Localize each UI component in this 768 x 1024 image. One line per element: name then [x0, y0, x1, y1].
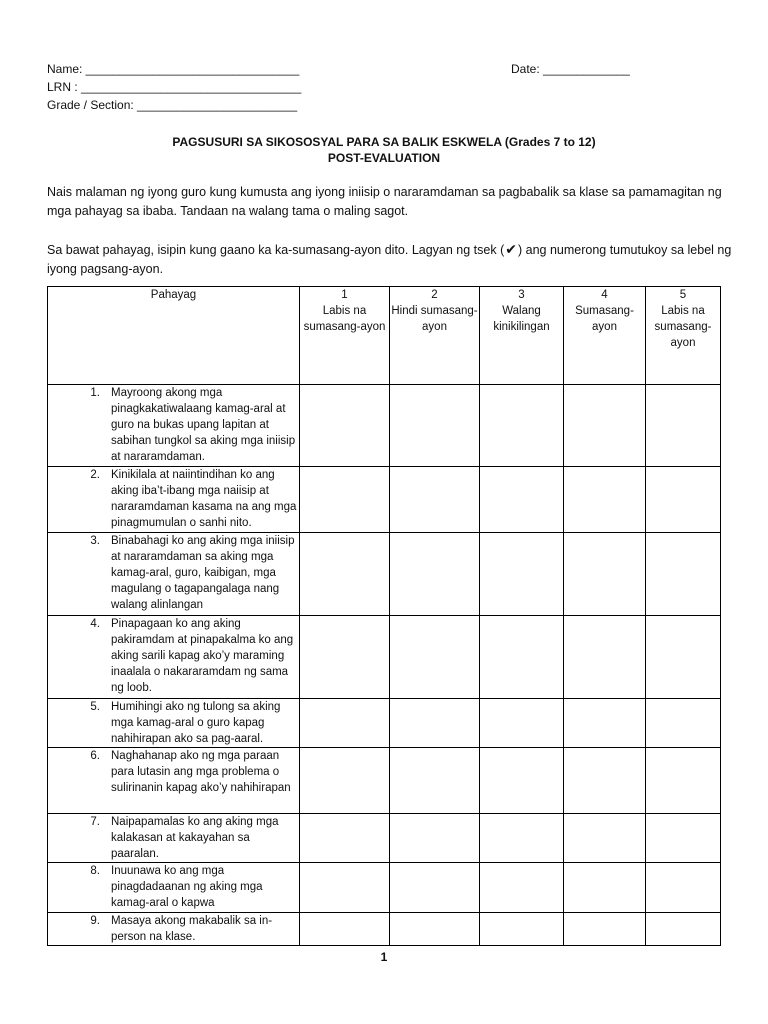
table-row — [48, 616, 721, 699]
table-row — [48, 748, 721, 814]
scale-label: Walang kinikilingan — [493, 305, 550, 333]
rating-cell-1[interactable] — [300, 863, 390, 913]
statement-number: 4. — [90, 618, 100, 630]
rating-cell-4[interactable] — [564, 748, 646, 814]
rating-cell-2[interactable] — [390, 699, 480, 748]
rating-cell-5[interactable] — [646, 616, 721, 699]
rating-cell-4[interactable] — [564, 913, 646, 946]
rating-cell-1[interactable] — [300, 699, 390, 748]
statement-cell — [48, 533, 300, 616]
rating-cell-3[interactable] — [480, 699, 564, 748]
checkmark-icon: ✔ — [505, 241, 517, 257]
form-title: PAGSUSURI SA SIKOSOSYAL PARA SA BALIK ESKWELA (Grades 7 to 12) — [172, 135, 596, 149]
statement-cell — [48, 699, 300, 748]
statement-number: 5. — [90, 701, 100, 713]
scale-label: Sumasang-ayon — [575, 305, 634, 333]
rating-cell-5[interactable] — [646, 385, 721, 467]
rating-cell-2[interactable] — [390, 533, 480, 616]
statement-cell — [48, 467, 300, 533]
rating-cell-2[interactable] — [390, 913, 480, 946]
statement-text: Humihingi ako ng tulong sa aking mga kamag-aral o guro kapag nahihirapan ako sa pag-aaral. — [111, 701, 281, 745]
page-number: 1 — [380, 950, 388, 964]
statement-text: Masaya akong makabalik sa in-person na klase. — [111, 915, 273, 943]
rating-cell-3[interactable] — [480, 616, 564, 699]
rating-cell-5[interactable] — [646, 748, 721, 814]
rating-cell-1[interactable] — [300, 814, 390, 863]
scale-header-1 — [300, 287, 390, 385]
rating-cell-5[interactable] — [646, 913, 721, 946]
statement-number: 2. — [90, 469, 100, 481]
rating-cell-2[interactable] — [390, 863, 480, 913]
statement-number: 1. — [90, 387, 100, 399]
rating-cell-2[interactable] — [390, 748, 480, 814]
statement-text: Inuunawa ko ang mga pinagdadaanan ng aking mga kamag-aral o kapwa — [111, 865, 263, 909]
rating-cell-5[interactable] — [646, 863, 721, 913]
rating-cell-3[interactable] — [480, 467, 564, 533]
scale-header-3 — [480, 287, 564, 385]
statement-column-header: Pahayag — [48, 287, 300, 385]
rating-cell-3[interactable] — [480, 748, 564, 814]
table-row — [48, 814, 721, 863]
rating-cell-2[interactable] — [390, 385, 480, 467]
grade-section-field-label[interactable]: Grade / Section: ________________________ — [47, 98, 298, 112]
rating-cell-4[interactable] — [564, 467, 646, 533]
statement-number: 7. — [90, 816, 100, 828]
table-row — [48, 913, 721, 946]
instructions-paragraph-1: Nais malaman ng iyong guro kung kumusta ang iyong iniisip o nararamdaman sa pagbabalik sa klase sa pamamagitan ng mga pahayag sa ibaba. Tandaan na walang tama o maling sagot. — [47, 185, 722, 218]
scale-header-4 — [564, 287, 646, 385]
table-row — [48, 699, 721, 748]
statement-number: 6. — [90, 750, 100, 762]
rating-cell-1[interactable] — [300, 533, 390, 616]
scale-label: Labis na sumasang-ayon — [303, 305, 386, 333]
table-row — [48, 385, 721, 467]
rating-cell-1[interactable] — [300, 385, 390, 467]
statement-number: 8. — [90, 865, 100, 877]
rating-cell-1[interactable] — [300, 913, 390, 946]
rating-cell-3[interactable] — [480, 913, 564, 946]
rating-cell-3[interactable] — [480, 814, 564, 863]
rating-cell-3[interactable] — [480, 385, 564, 467]
scale-label: Labis na sumasang-ayon — [654, 305, 712, 349]
statement-cell — [48, 385, 300, 467]
statement-cell — [48, 748, 300, 814]
scale-header-5 — [646, 287, 721, 385]
statement-number: 9. — [90, 915, 100, 927]
rating-cell-1[interactable] — [300, 467, 390, 533]
rating-cell-4[interactable] — [564, 863, 646, 913]
statement-cell — [48, 863, 300, 913]
rating-cell-2[interactable] — [390, 616, 480, 699]
instructions-text-before: Sa bawat pahayag, isipin kung gaano ka ka-sumasang-ayon dito. Lagyan ng tsek ( — [47, 243, 505, 257]
table-header-row — [48, 287, 721, 385]
rating-cell-5[interactable] — [646, 699, 721, 748]
name-field-label[interactable]: Name: ________________________________ — [47, 62, 300, 76]
scale-number: 2 — [431, 289, 438, 301]
table-row — [48, 467, 721, 533]
table-row — [48, 863, 721, 913]
statement-cell — [48, 913, 300, 946]
statement-text: Mayroong akong mga pinagkakatiwalaang kamag-aral at guro na bukas upang lapitan at sabihan tungkol sa aking mga iniisip at nararamdaman. — [111, 387, 296, 463]
statement-cell — [48, 616, 300, 699]
rating-cell-5[interactable] — [646, 814, 721, 863]
rating-cell-2[interactable] — [390, 814, 480, 863]
statement-text: Naipapamalas ko ang aking mga kalakasan at kakayahan sa paaralan. — [111, 816, 279, 860]
statement-text: Pinapagaan ko ang aking pakiramdam at pinapakalma ko ang aking sarili kapag ako’y maraming inaalala o nakararamdam ng sama ng loob. — [111, 618, 294, 694]
rating-cell-4[interactable] — [564, 616, 646, 699]
rating-cell-2[interactable] — [390, 467, 480, 533]
rating-cell-3[interactable] — [480, 863, 564, 913]
scale-number: 1 — [341, 289, 348, 301]
instructions-text-after: ) ang numerong tumutukoy sa lebel ng iyong pagsang-ayon. — [47, 243, 732, 276]
scale-number: 5 — [679, 289, 687, 301]
statement-text: Binabahagi ko ang aking mga iniisip at nararamdaman sa aking mga kamag-aral, guro, kaibigan, mga magulang o tagapangalaga nang walang alinlangan — [111, 535, 295, 611]
rating-cell-4[interactable] — [564, 385, 646, 467]
statement-number: 3. — [90, 535, 100, 547]
rating-cell-3[interactable] — [480, 533, 564, 616]
survey-table — [47, 286, 721, 946]
rating-cell-4[interactable] — [564, 533, 646, 616]
scale-number: 4 — [601, 289, 608, 301]
scale-label: Hindi sumasang-ayon — [391, 305, 478, 333]
rating-cell-1[interactable] — [300, 748, 390, 814]
rating-cell-5[interactable] — [646, 467, 721, 533]
scale-header-2 — [390, 287, 480, 385]
date-field-label[interactable]: Date: _____________ — [511, 62, 630, 76]
lrn-field-label[interactable]: LRN : _________________________________ — [47, 80, 302, 94]
statement-text: Naghahanap ako ng mga paraan para lutasin ang mga problema o sulirinanin kapag ako’y nahihirapan — [111, 750, 291, 794]
form-subtitle: POST-EVALUATION — [327, 151, 441, 165]
rating-cell-4[interactable] — [564, 699, 646, 748]
rating-cell-5[interactable] — [646, 533, 721, 616]
rating-cell-1[interactable] — [300, 616, 390, 699]
scale-number: 3 — [518, 289, 525, 301]
statement-cell — [48, 814, 300, 863]
statement-text: Kinikilala at naiintindihan ko ang aking iba’t-ibang mga naiisip at nararamdaman kasama na ang mga pinagmumulan o sanhi nito. — [111, 469, 297, 529]
instructions-paragraph-2 — [47, 240, 737, 279]
rating-cell-4[interactable] — [564, 814, 646, 863]
table-row — [48, 533, 721, 616]
